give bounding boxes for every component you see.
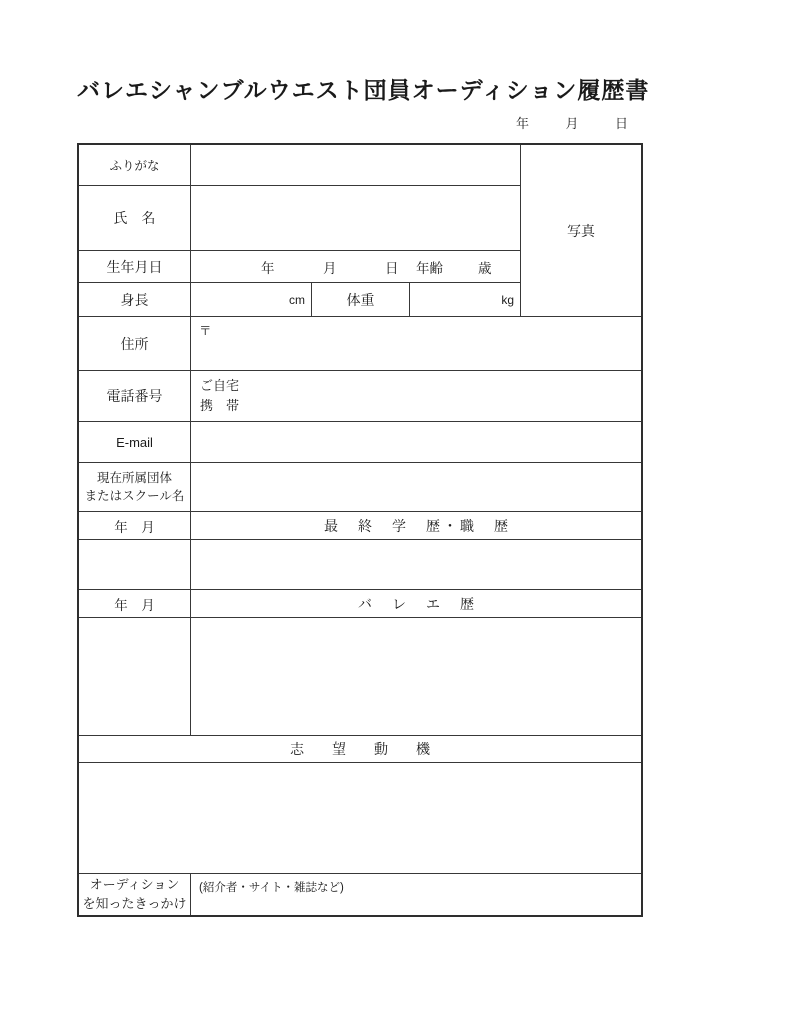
birth-month-label: 月 (323, 260, 337, 276)
height-unit-label: cm (289, 292, 305, 307)
phone-home-label: ご自宅 (200, 378, 240, 393)
date-day-label: 日 (614, 116, 628, 131)
name-field (191, 186, 521, 251)
page-title: バレエシャンブルウエスト団員オーディション履歴書 (77, 77, 650, 103)
source-field (191, 874, 641, 915)
email-label: E-mail (79, 422, 191, 463)
date-year-label: 年 (516, 116, 530, 131)
source-label-line2: を知ったきっかけ (82, 895, 187, 911)
height-label: 身長 (79, 283, 191, 317)
weight-field (410, 283, 521, 317)
motivation-header: 志 望 動 機 (79, 736, 641, 763)
ballet-year-month-label: 年 月 (79, 590, 191, 618)
education-year-month-label: 年 月 (79, 512, 191, 540)
photo-box: 写真 (521, 145, 641, 317)
birthdate-field (191, 251, 521, 283)
age-label: 年齢 (416, 260, 443, 276)
phone-mobile-label: 携 帯 (200, 398, 240, 414)
phone-label: 電話番号 (79, 371, 191, 422)
birthdate-label: 生年月日 (79, 251, 191, 283)
name-label: 氏 名 (79, 186, 191, 251)
weight-unit-label: kg (501, 292, 514, 307)
address-label: 住所 (79, 317, 191, 371)
source-label-line1: オーディション (89, 876, 180, 892)
postal-mark: 〒 (199, 324, 212, 338)
email-field (191, 422, 641, 463)
affiliation-field (191, 463, 641, 512)
education-header: 最 終 学 歴・職 歴 (191, 512, 641, 540)
birth-day-label: 日 (385, 260, 399, 276)
source-label (79, 874, 191, 915)
motivation-field (79, 763, 641, 874)
ballet-header: バ レ エ 歴 (191, 590, 641, 618)
birth-year-label: 年 (261, 260, 275, 276)
affiliation-label-line2: またはスクール名 (84, 489, 185, 503)
education-date-field (79, 540, 191, 590)
weight-label: 体重 (312, 283, 410, 317)
ballet-entry-field (191, 618, 641, 736)
date-month-label: 月 (565, 116, 579, 131)
resume-form-table (77, 143, 643, 917)
source-hint: (紹介者・サイト・雑誌など) (199, 882, 344, 894)
height-field (191, 283, 312, 317)
age-unit-label: 歳 (478, 260, 492, 276)
affiliation-label-line1: 現在所属団体 (96, 470, 172, 485)
affiliation-label (79, 463, 191, 512)
address-field (191, 317, 641, 371)
ballet-date-field (79, 618, 191, 736)
phone-field (191, 371, 641, 422)
date-line (516, 113, 628, 132)
education-entry-field (191, 540, 641, 590)
furigana-field (191, 145, 521, 186)
furigana-label: ふりがな (79, 145, 191, 186)
